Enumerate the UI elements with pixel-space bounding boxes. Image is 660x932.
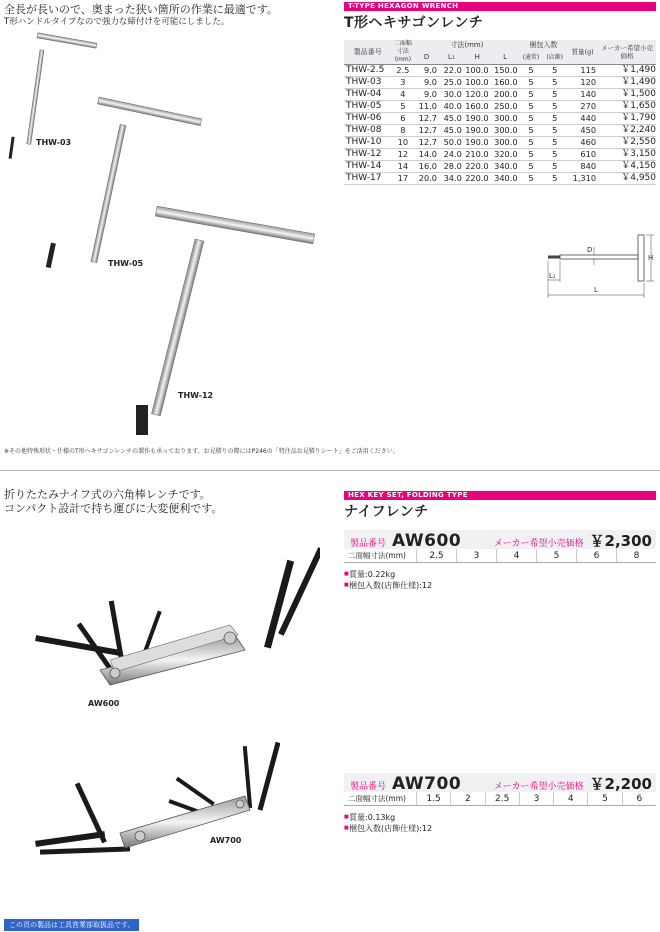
- cell-d: 12.7: [414, 137, 439, 149]
- cell-size: 3: [392, 77, 415, 89]
- cell-p1: 5: [520, 125, 543, 137]
- aw600-model-row: [344, 530, 656, 549]
- hdr-normal: (通常): [522, 54, 540, 62]
- thw-12-label: THW-12: [178, 391, 214, 400]
- cell-h: 120.0: [465, 89, 489, 99]
- hdr-h: H: [474, 53, 480, 62]
- cell-l1: 45.0: [439, 125, 464, 137]
- cell-size: 14: [392, 161, 415, 173]
- t-wrench-photo: [0, 30, 330, 450]
- table-row: [344, 161, 656, 173]
- cell-d: 9.0: [414, 77, 439, 89]
- aw600-weight: ■ 質量:0.22kg: [344, 569, 656, 580]
- cell-d: 16.0: [414, 161, 439, 173]
- cell-p1: 5: [520, 101, 543, 113]
- cell-size: 4: [392, 89, 415, 101]
- knife-category: HEX KEY SET, FOLDING TYPE: [344, 491, 656, 500]
- cell-d: 20.0: [414, 173, 439, 185]
- cell-p2: 5: [542, 137, 567, 149]
- hdr-code: 製品番号: [353, 47, 382, 56]
- cell-l: 160.0: [491, 77, 520, 89]
- cell-l: 340.0: [491, 161, 520, 173]
- cell-p1: 5: [520, 113, 543, 125]
- cell-l1: 22.0: [439, 65, 464, 77]
- aw600-size: 5: [536, 549, 576, 562]
- cell-p1: 5: [520, 77, 543, 89]
- table-row: [344, 137, 656, 149]
- cell-price: ￥4,950: [598, 173, 656, 185]
- cell-d: 14.0: [414, 149, 439, 161]
- cell-p2: 5: [542, 101, 567, 113]
- aw700-size: 2: [450, 792, 484, 805]
- aw600-price: ￥2,300: [589, 532, 652, 550]
- cell-d: 12.7: [414, 125, 439, 137]
- aw700-spec: [344, 773, 656, 834]
- footer-note: この頁の製品は工具営業部取扱品です。: [4, 919, 139, 931]
- aw700-weight: ■ 質量:0.13kg: [344, 812, 656, 823]
- top-intro-line1: 全長が長いので、奥まった狭い箇所の作業に最適です。: [4, 3, 278, 16]
- cell-h: 100.0: [465, 65, 489, 75]
- cell-l: 320.0: [491, 149, 520, 161]
- aw700-image-label: AW700: [210, 836, 242, 845]
- cell-w: 440: [567, 113, 598, 125]
- cell-l: 200.0: [491, 89, 520, 101]
- cell-h: 220.0: [465, 173, 489, 183]
- t-wrench-category: T-TYPE HEXAGON WRENCH: [344, 2, 656, 11]
- aw700-size-row: [344, 792, 656, 806]
- aw600-size-row: [344, 549, 656, 563]
- cell-p2: 5: [542, 161, 567, 173]
- cell-l1: 25.0: [439, 77, 464, 89]
- cell-code: THW-04: [344, 89, 392, 101]
- cell-price: ￥4,150: [598, 161, 656, 173]
- hdr-weight: 質量(g): [571, 48, 594, 56]
- cell-w: 460: [567, 137, 598, 149]
- cell-d: 12.7: [414, 113, 439, 125]
- table-row: [344, 101, 656, 113]
- cell-p1: 5: [520, 173, 543, 185]
- aw600-price-label: メーカー希望小売価格: [493, 539, 584, 549]
- diagram-l1: L₁: [549, 272, 556, 280]
- cell-size: 8: [392, 125, 415, 137]
- aw600-spec: [344, 530, 656, 591]
- cell-code: THW-12: [344, 149, 392, 161]
- cell-size: 17: [392, 173, 415, 185]
- aw700-photo: [30, 738, 280, 858]
- aw600-code: AW600: [392, 531, 462, 551]
- table-row: [344, 77, 656, 89]
- aw600-photo: [30, 530, 320, 690]
- cell-w: 270: [567, 101, 598, 113]
- aw600-model-label: 製品番号: [350, 539, 387, 549]
- diagram-l: L: [594, 286, 598, 294]
- t-wrench-spec-table: [344, 40, 656, 185]
- cell-l: 300.0: [491, 113, 520, 125]
- thw-05-label: THW-05: [108, 259, 144, 268]
- cell-l1: 28.0: [439, 161, 464, 173]
- cell-l1: 40.0: [439, 101, 464, 113]
- hdr-store: (店飾): [546, 54, 564, 62]
- aw700-price-label: メーカー希望小売価格: [493, 782, 584, 792]
- aw700-code: AW700: [392, 774, 462, 794]
- cell-code: THW-17: [344, 173, 392, 185]
- cell-h: 190.0: [465, 113, 489, 123]
- cell-size: 2.5: [392, 65, 415, 77]
- custom-order-note: ※その他特殊形状・仕様のT形ヘキサゴンレンチの製作も承っております。お見積りの際にはP246の「特注品お見積りシート」をご活用ください。: [4, 448, 399, 455]
- cell-p1: 5: [520, 65, 543, 77]
- hdr-price: メーカー希望小売価格: [601, 44, 653, 60]
- aw600-size: 8: [616, 549, 656, 562]
- cell-code: THW-14: [344, 161, 392, 173]
- cell-l: 340.0: [491, 173, 520, 185]
- cell-price: ￥1,650: [598, 101, 656, 113]
- cell-code: THW-08: [344, 125, 392, 137]
- cell-l: 300.0: [491, 137, 520, 149]
- cell-h: 190.0: [465, 125, 489, 135]
- cell-h: 190.0: [465, 137, 489, 147]
- cell-code: THW-05: [344, 101, 392, 113]
- t-wrench-title: T形ヘキサゴンレンチ: [344, 15, 484, 31]
- aw600-size: 6: [576, 549, 616, 562]
- knife-intro-line2: コンパクト設計で持ち運びに大変便利です。: [4, 502, 223, 515]
- cell-code: THW-03: [344, 77, 392, 89]
- aw600-size-label: 二面幅寸法(mm): [348, 551, 406, 560]
- cell-l1: 30.0: [439, 89, 464, 101]
- aw700-model-label: 製品番号: [350, 782, 387, 792]
- cell-h: 210.0: [465, 149, 489, 159]
- cell-h: 100.0: [465, 77, 489, 87]
- table-row: [344, 149, 656, 161]
- cell-h: 220.0: [465, 161, 489, 171]
- cell-size: 10: [392, 137, 415, 149]
- aw600-size: 4: [496, 549, 536, 562]
- cell-price: ￥2,240: [598, 125, 656, 137]
- section-divider: [0, 470, 660, 471]
- cell-w: 1,310: [567, 173, 598, 185]
- table-row: [344, 125, 656, 137]
- cell-w: 450: [567, 125, 598, 137]
- cell-price: ￥1,790: [598, 113, 656, 125]
- aw700-model-row: [344, 773, 656, 792]
- cell-price: ￥1,490: [598, 65, 656, 77]
- cell-l1: 45.0: [439, 113, 464, 125]
- cell-p2: 5: [542, 173, 567, 185]
- aw600-pack: ■ 梱包入数(店飾仕様):12: [344, 580, 656, 591]
- aw700-size: 6: [622, 792, 656, 805]
- cell-w: 120: [567, 77, 598, 89]
- knife-title: ナイフレンチ: [344, 504, 429, 520]
- cell-price: ￥2,550: [598, 137, 656, 149]
- cell-l1: 50.0: [439, 137, 464, 149]
- cell-p2: 5: [542, 77, 567, 89]
- cell-w: 115: [567, 65, 598, 77]
- table-row: [344, 65, 656, 77]
- table-row: [344, 173, 656, 185]
- cell-w: 140: [567, 89, 598, 101]
- cell-h: 160.0: [465, 101, 489, 111]
- thw-03-label: THW-03: [36, 138, 72, 147]
- cell-l: 300.0: [491, 125, 520, 137]
- cell-size: 5: [392, 101, 415, 113]
- cell-p1: 5: [520, 149, 543, 161]
- diagram-h: H: [648, 254, 654, 262]
- cell-p1: 5: [520, 89, 543, 101]
- aw700-size: 3: [519, 792, 553, 805]
- cell-code: THW-06: [344, 113, 392, 125]
- cell-code: THW-2.5: [344, 65, 392, 77]
- hdr-size: 二面幅寸法(mm): [393, 40, 412, 63]
- cell-price: ￥1,490: [598, 77, 656, 89]
- cell-l1: 34.0: [439, 173, 464, 185]
- cell-l: 150.0: [491, 65, 520, 77]
- hdr-l1: L₁: [448, 53, 455, 62]
- aw600-size: 2.5: [416, 549, 456, 562]
- cell-price: ￥3,150: [598, 149, 656, 161]
- cell-price: ￥1,500: [598, 89, 656, 101]
- cell-l1: 24.0: [439, 149, 464, 161]
- knife-intro-line1: 折りたたみナイフ式の六角棒レンチです。: [4, 488, 211, 501]
- cell-p2: 5: [542, 149, 567, 161]
- cell-l: 250.0: [491, 101, 520, 113]
- cell-code: THW-10: [344, 137, 392, 149]
- table-row: [344, 89, 656, 101]
- cell-w: 840: [567, 161, 598, 173]
- aw700-price: ￥2,200: [589, 775, 652, 793]
- cell-d: 9.0: [414, 89, 439, 101]
- hdr-l: L: [503, 53, 508, 62]
- t-wrench-dimension-diagram: [530, 232, 656, 304]
- top-intro-line2: T形ハンドルタイプなので強力な締付けを可能にしました。: [4, 17, 230, 27]
- aw600-size: 3: [456, 549, 496, 562]
- cell-p1: 5: [520, 161, 543, 173]
- table-row: [344, 113, 656, 125]
- cell-w: 610: [567, 149, 598, 161]
- cell-size: 12: [392, 149, 415, 161]
- diagram-d: D: [587, 246, 593, 254]
- cell-p1: 5: [520, 137, 543, 149]
- cell-size: 6: [392, 113, 415, 125]
- aw700-size-label: 二面幅寸法(mm): [348, 794, 406, 803]
- aw700-size: 1.5: [416, 792, 450, 805]
- cell-p2: 5: [542, 113, 567, 125]
- cell-p2: 5: [542, 89, 567, 101]
- cell-d: 11.0: [414, 101, 439, 113]
- aw700-size: 5: [587, 792, 621, 805]
- hdr-dims: 寸法(mm): [450, 41, 484, 50]
- cell-p2: 5: [542, 125, 567, 137]
- hdr-d: D: [423, 53, 430, 62]
- cell-p2: 5: [542, 65, 567, 77]
- aw700-pack: ■ 梱包入数(店飾仕様):12: [344, 823, 656, 834]
- aw600-image-label: AW600: [88, 699, 120, 708]
- aw700-size: 2.5: [485, 792, 519, 805]
- cell-d: 9.0: [414, 65, 439, 77]
- aw700-size: 4: [553, 792, 587, 805]
- hdr-pack: 梱包入数: [529, 41, 558, 50]
